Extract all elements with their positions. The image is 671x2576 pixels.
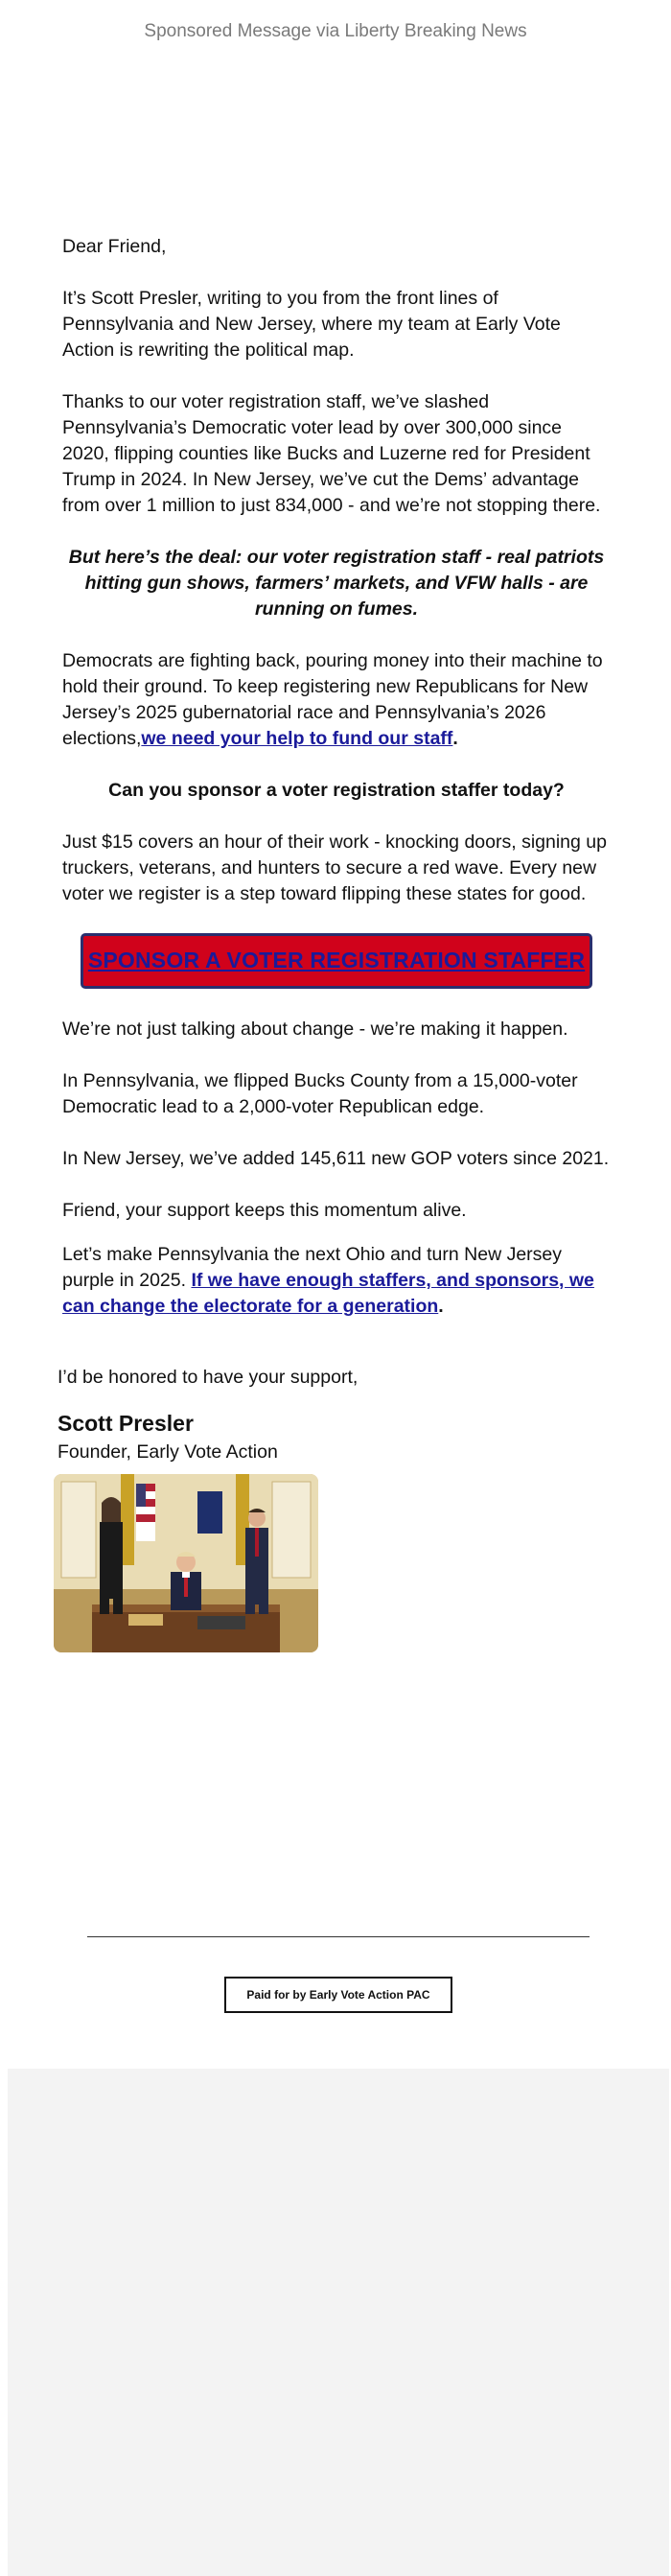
sponsor-question: Can you sponsor a voter registration staffer today?	[108, 780, 565, 801]
email-body	[62, 234, 611, 1346]
paragraph-cost: Just $15 covers an hour of their work - knocking doors, signing up truckers, veterans, and hunters to secure a red wave. Every new voter we register is a step toward flipping these states for good.	[62, 831, 607, 904]
oval-office-photo	[54, 1474, 318, 1652]
paragraph-fighting-back-end: .	[452, 728, 458, 749]
cta-container	[62, 933, 611, 989]
paid-for-disclaimer: Paid for by Early Vote Action PAC	[224, 1977, 452, 2013]
signature-title: Founder, Early Vote Action	[58, 1441, 278, 1463]
paragraph-ohio-text: Let’s make Pennsylvania the next Ohio and turn New Jersey purple in 2025.	[62, 1244, 563, 1291]
electorate-link[interactable]: If we have enough staffers, and sponsors, we can change the electorate for a generation	[62, 1270, 594, 1317]
footer-background	[8, 2069, 669, 2576]
sponsor-header: Sponsored Message via Liberty Breaking News	[144, 21, 527, 41]
paragraph-fighting-back	[62, 648, 611, 752]
greeting: Dear Friend,	[62, 236, 167, 257]
paragraph-results: Thanks to our voter registration staff, we’ve slashed Pennsylvania’s Democratic voter lead by over 300,000 since 2020, flipping counties like Bucks and Luzerne red for President Trump in 2024. In New Jersey, we’ve cut the Dems’ advantage from over 1 million to just 834,000 - and we’re not stopping there.	[62, 391, 601, 516]
paragraph-momentum: Friend, your support keeps this momentum alive.	[62, 1200, 467, 1221]
paragraph-change: We’re not just talking about change - we’re making it happen.	[62, 1019, 568, 1040]
paragraph-appeal: But here’s the deal: our voter registration staff - real patriots hitting gun shows, farmers’ markets, and VFW halls - are running on fumes.	[68, 547, 605, 620]
paragraph-bucks-county: In Pennsylvania, we flipped Bucks County from a 15,000-voter Democratic lead to a 2,000-voter Republican edge.	[62, 1070, 578, 1117]
paragraph-intro: It’s Scott Presler, writing to you from the front lines of Pennsylvania and New Jersey, where my team at Early Vote Action is rewriting the political map.	[62, 288, 561, 361]
closing-line: I’d be honored to have your support,	[58, 1367, 359, 1388]
paragraph-new-jersey: In New Jersey, we’ve added 145,611 new GOP voters since 2021.	[62, 1148, 610, 1169]
fund-staff-link[interactable]: we need your help to fund our staff	[141, 728, 453, 749]
paragraph-ohio	[62, 1242, 611, 1320]
signature-name: Scott Presler	[58, 1411, 194, 1436]
signature-block	[58, 1365, 358, 1464]
paragraph-fighting-back-text: Democrats are fighting back, pouring money into their machine to hold their ground. To keep registering new Republicans for New Jersey’s 2025 gubernatorial race and Pennsylvania’s 2026 elections,	[62, 650, 603, 749]
sponsor-staffer-button[interactable]: SPONSOR A VOTER REGISTRATION STAFFER	[81, 933, 592, 989]
paragraph-ohio-end: .	[438, 1296, 444, 1317]
footer-divider	[87, 1936, 590, 1937]
